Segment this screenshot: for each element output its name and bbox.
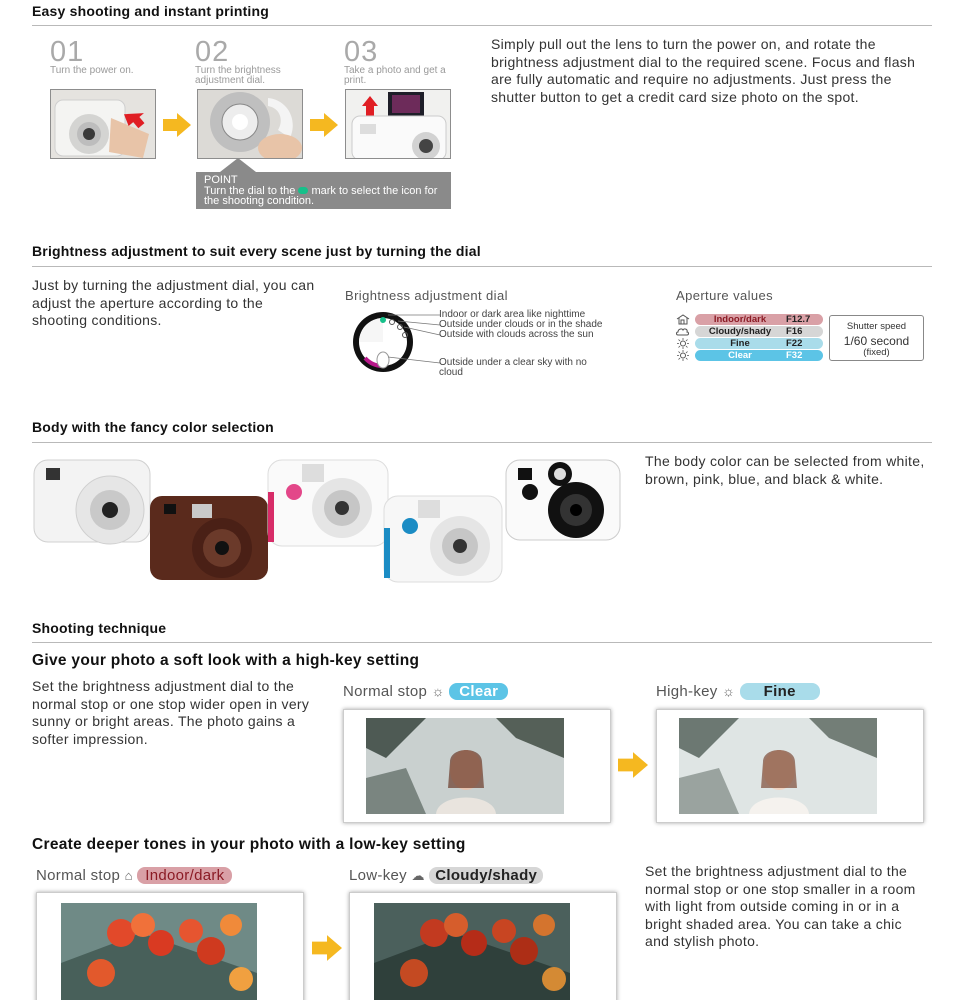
dial-label-clouds: Outside with clouds across the sun	[439, 329, 594, 340]
point-callout	[196, 172, 451, 209]
cloud-icon: ☁	[411, 868, 425, 883]
comparison-arrow-icon	[312, 935, 342, 961]
lowkey-heading: Create deeper tones in your photo with a low-key setting	[32, 836, 466, 853]
body-color-description: The body color can be selected from white, brown, pink, blue, and black & white.	[645, 453, 925, 487]
section-title-easy-shooting: Easy shooting and instant printing	[32, 3, 270, 19]
step-number: 02	[195, 36, 230, 68]
next-step-arrow-icon	[310, 113, 338, 137]
comparison-arrow-icon	[618, 752, 648, 778]
step-caption: Turn the power on.	[50, 65, 134, 76]
step-photo-print	[345, 89, 451, 159]
callout-pointer	[220, 158, 256, 172]
dial-heading: Brightness adjustment dial	[345, 288, 508, 303]
highkey-right-label	[656, 683, 820, 700]
step-photo-power-on	[50, 89, 156, 159]
flower-photo-lowkey	[374, 903, 570, 1000]
shutter-speed-box	[829, 315, 924, 361]
lowkey-description: Set the brightness adjustment dial to the normal stop or one stop smaller in a room with light from outside coming in or in a bright shaded area. You can take a chic and stylish photo.	[645, 863, 916, 949]
lowkey-normal-photo-frame	[36, 892, 304, 1000]
next-step-arrow-icon	[163, 113, 191, 137]
sun-icon: ☼	[431, 683, 445, 699]
normal-stop-photo-frame	[343, 709, 611, 823]
section-divider	[32, 442, 932, 443]
lowkey-left-label	[36, 867, 232, 884]
aperture-mode: Cloudy/shady	[708, 326, 772, 337]
dial-turn-illustration	[198, 90, 303, 159]
lowkey-right-label	[349, 867, 543, 884]
aperture-mode: Indoor/dark	[713, 314, 767, 325]
aperture-value: F32	[786, 350, 803, 361]
point-text-end: mark to select the icon for the shooting condition.	[204, 184, 438, 207]
camera-brown	[150, 496, 268, 580]
setting-name: Normal stop	[36, 867, 121, 884]
brightness-description: Just by turning the adjustment dial, you can adjust the aperture according to the shooting conditions.	[32, 277, 315, 328]
dial-label-clear: Outside under a clear sky with no cloud	[439, 357, 587, 378]
camera-color-lineup-image	[32, 452, 632, 592]
dial-label-indoor: Indoor or dark area like nighttime	[439, 309, 586, 320]
portrait-photo-highkey	[679, 718, 877, 814]
section-title-brightness: Brightness adjustment to suit every scene just by turning the dial	[32, 243, 481, 259]
portrait-photo-normal	[366, 718, 564, 814]
dial-leader-lines	[386, 311, 442, 367]
shutter-label: Shutter speed	[846, 321, 907, 332]
step-photo-dial	[197, 89, 303, 159]
cloud-icon	[676, 326, 690, 337]
section-divider	[32, 642, 932, 643]
section-title-body-color: Body with the fancy color selection	[32, 419, 274, 435]
setting-name: Low-key	[349, 867, 407, 884]
sun-icon	[676, 350, 690, 361]
house-icon	[676, 314, 690, 325]
sun-cloud-icon	[676, 338, 690, 349]
camera-black-white	[506, 460, 620, 540]
flower-photo-normal	[61, 903, 257, 1000]
sun-cloud-icon: ☼	[722, 683, 736, 699]
dial-label-shade: Outside under clouds or in the shade	[439, 319, 603, 330]
fine-pill: Fine	[740, 683, 820, 700]
step-number: 03	[344, 36, 379, 68]
green-mark-icon	[298, 187, 308, 194]
highkey-photo-frame	[656, 709, 924, 823]
lowkey-photo-frame	[349, 892, 617, 1000]
aperture-mode: Fine	[730, 338, 750, 349]
step-number: 01	[50, 36, 85, 68]
section-title-technique: Shooting technique	[32, 620, 167, 636]
step-caption: Take a photo and get a print.	[344, 65, 446, 86]
highkey-heading: Give your photo a soft look with a high-key setting	[32, 652, 420, 669]
highkey-left-label	[343, 683, 508, 700]
intro-description: Simply pull out the lens to turn the power on, and rotate the brightness adjustment dial to the required scene. Focus and flash are fully automatic and require no adjustments. Just press the shutter button to get a credit card size photo on the spot.	[491, 36, 916, 105]
aperture-value: F12.7	[786, 314, 811, 325]
aperture-value: F16	[786, 326, 803, 337]
point-label: POINT	[204, 174, 238, 186]
indoor-pill: Indoor/dark	[137, 867, 232, 884]
camera-pink	[268, 460, 388, 546]
point-text-start: Turn the dial to the	[204, 184, 296, 197]
camera-white	[34, 460, 150, 544]
step-caption: Turn the brightness adjustment dial.	[195, 65, 281, 86]
point-text	[204, 186, 443, 207]
house-icon: ⌂	[124, 868, 133, 883]
setting-name: High-key	[656, 683, 718, 700]
section-divider	[32, 25, 932, 26]
highkey-description: Set the brightness adjustment dial to the normal stop or one stop wider open in very sunny or bright areas. The photo gains a softer impression.	[32, 678, 310, 747]
section-divider	[32, 266, 932, 267]
cloudy-pill: Cloudy/shady	[429, 867, 543, 884]
clear-pill: Clear	[449, 683, 508, 700]
camera-blue	[384, 496, 502, 582]
aperture-mode: Clear	[728, 350, 752, 361]
camera-power-illustration	[51, 90, 156, 159]
print-out-illustration	[346, 90, 451, 159]
shutter-note: (fixed)	[863, 347, 890, 358]
aperture-value: F22	[786, 338, 803, 349]
aperture-heading: Aperture values	[676, 288, 774, 303]
shutter-value: 1/60 second	[843, 334, 910, 348]
setting-name: Normal stop	[343, 683, 428, 700]
